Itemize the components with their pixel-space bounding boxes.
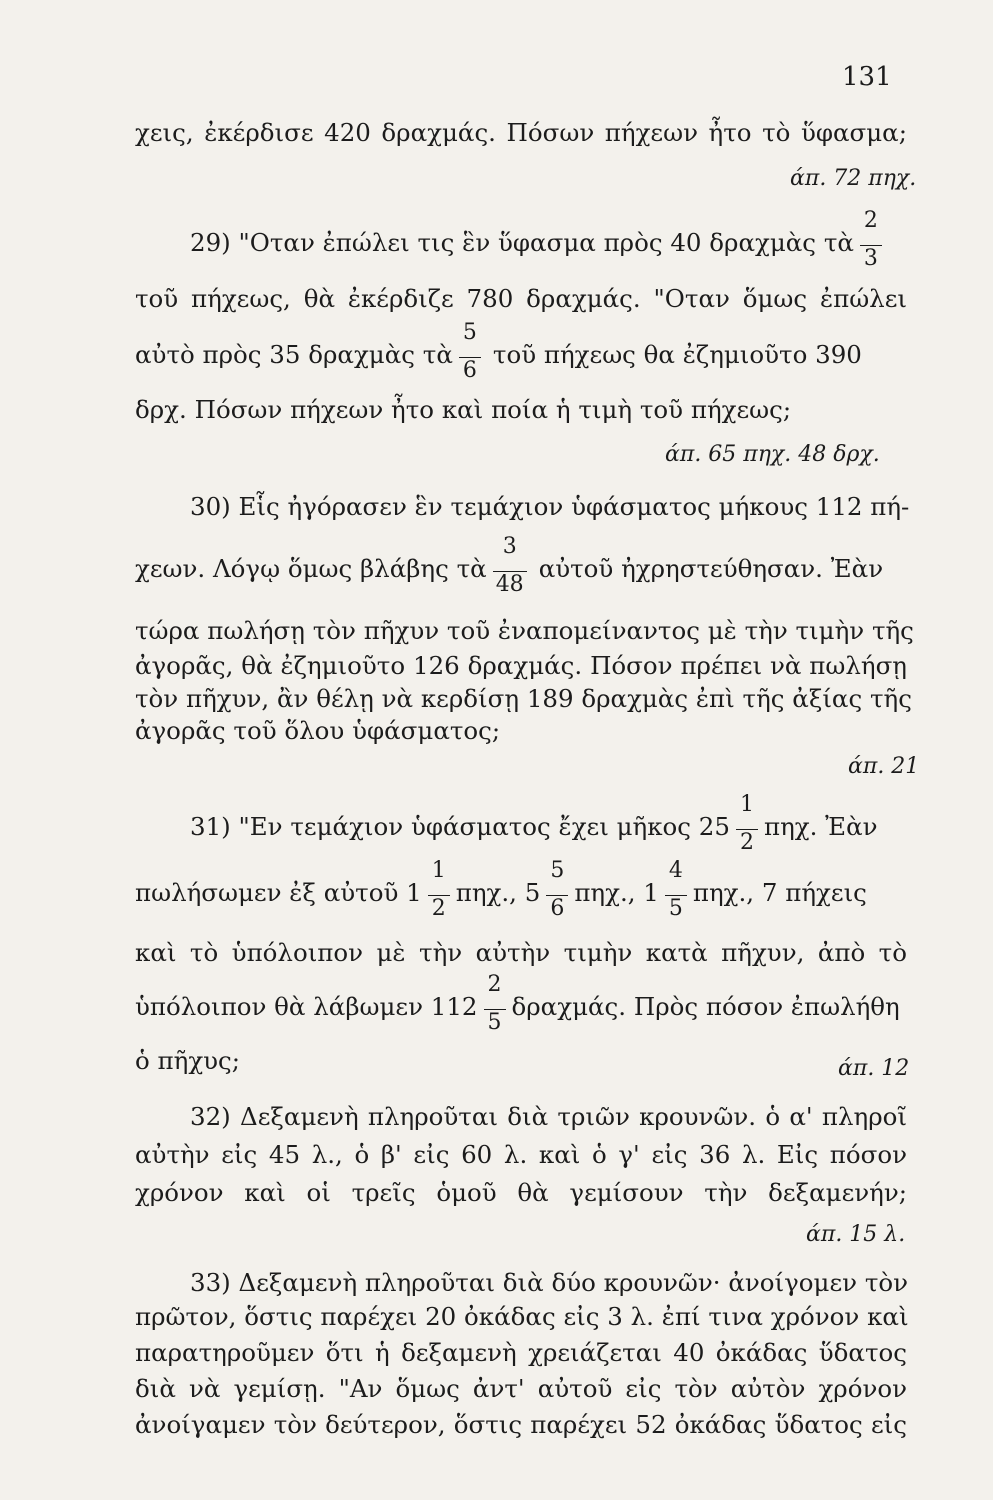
p33-line-2: πρῶτον, ὅστις παρέχει 20 ὀκάδας εἰς 3 λ. ἐπί τινα χρόνον καὶ	[135, 1302, 909, 1331]
fraction-numerator: 4	[668, 857, 683, 883]
p33-line-4: διὰ νὰ γεμίσῃ. "Αν ὅμως ἀντ' αὐτοῦ εἰς τὸν αὐτὸν χρόνον	[135, 1374, 907, 1403]
fraction	[546, 857, 568, 921]
p32-answer: άπ. 15 λ.	[806, 1222, 906, 1247]
fraction-numerator: 1	[431, 857, 446, 883]
fraction-denominator: 48	[495, 571, 524, 597]
p31-line-1-post: πηχ. Ἐὰν	[763, 812, 878, 841]
p28-line-1: χεις, ἐκέρδισε 420 δραχμάς. Πόσων πήχεων ἦτο τὸ ὕφασμα;	[135, 118, 907, 147]
p29-line-3	[135, 319, 907, 383]
p30-line-4: ἀγορᾶς, θὰ ἐζημιοῦτο 126 δραχμάς. Πόσον πρέπει νὰ πωλήσῃ	[135, 651, 907, 680]
p30-line-2-pre: χεων. Λόγῳ ὅμως βλάβης τὰ	[135, 554, 487, 583]
p29-answer: άπ. 65 πηχ. 48 δρχ.	[665, 442, 880, 467]
p32-line-2: αὐτὴν εἰς 45 λ., ὁ β' εἰς 60 λ. καὶ ὁ γ' εἰς 36 λ. Εἰς πόσον	[135, 1140, 907, 1169]
fraction	[459, 319, 481, 383]
p30-line-5: τὸν πῆχυν, ἂν θέλῃ νὰ κερδίσῃ 189 δραχμὰς ἐπὶ τῆς ἀξίας τῆς	[135, 684, 912, 713]
p31-line-2	[135, 857, 907, 921]
fraction-denominator: 2	[739, 829, 754, 855]
p31-line-1-pre: 31) "Εν τεμάχιον ὑφάσματος ἔχει μῆκος 25	[190, 812, 730, 841]
p31-line-5: ὁ πῆχυς;	[135, 1046, 241, 1075]
fraction-denominator: 5	[487, 1009, 502, 1035]
p31-line-2-d: πηχ., 7 πήχεις	[692, 878, 867, 907]
p29-line-4: δρχ. Πόσων πήχεων ἦτο καὶ ποία ἡ τιμὴ τοῦ πήχεως;	[135, 395, 792, 424]
p31-line-1	[190, 791, 907, 855]
p32-line-1: 32) Δεξαμενὴ πληροῦται διὰ τριῶν κρουνῶν. ὁ α' πληροῖ	[190, 1102, 907, 1131]
p29-line-3-pre: αὐτὸ πρὸς 35 δραχμὰς τὰ	[135, 340, 453, 369]
p31-line-2-b: πηχ., 5	[455, 878, 541, 907]
p30-line-6: ἀγορᾶς τοῦ ὅλου ὑφάσματος;	[135, 716, 501, 745]
p32-line-3: χρόνον καὶ οἱ τρεῖς ὁμοῦ θὰ γεμίσουν τὴν δεξαμενήν;	[135, 1178, 907, 1207]
fraction	[860, 207, 882, 271]
fraction-numerator: 2	[487, 971, 502, 997]
p30-line-1: 30) Εἷς ἠγόρασεν ἓν τεμάχιον ὑφάσματος μήκους 112 πή-	[190, 492, 910, 521]
p30-line-2	[135, 533, 907, 597]
fraction-denominator: 6	[550, 895, 565, 921]
p33-line-1: 33) Δεξαμενὴ πληροῦται διὰ δύο κρουνῶν· ἀνοίγομεν τὸν	[190, 1268, 909, 1297]
fraction-denominator: 5	[668, 895, 683, 921]
p31-line-2-c: πηχ., 1	[574, 878, 659, 907]
fraction-numerator: 1	[739, 791, 754, 817]
fraction	[493, 533, 527, 597]
page-number: 131	[842, 62, 892, 92]
p31-answer: άπ. 12	[838, 1056, 910, 1081]
fraction-numerator: 3	[502, 533, 517, 559]
p30-answer: άπ. 21	[848, 754, 920, 779]
fraction-denominator: 2	[431, 895, 446, 921]
p31-line-4-post: δραχμάς. Πρὸς πόσον ἐπωλήθη	[511, 992, 900, 1021]
p29-line-1	[190, 207, 907, 271]
p33-line-5: ἀνοίγαμεν τὸν δεύτερον, ὅστις παρέχει 52 ὀκάδας ὕδατος εἰς	[135, 1410, 907, 1439]
p30-line-2-post: αὐτοῦ ἠχρηστεύθησαν. Ἐὰν	[538, 554, 884, 583]
p33-line-3: παρατηροῦμεν ὅτι ἡ δεξαμενὴ χρειάζεται 40 ὀκάδας ὕδατος	[135, 1338, 907, 1367]
p31-line-2-a: πωλήσωμεν ἐξ αὐτοῦ 1	[135, 878, 422, 907]
p29-line-1-text: 29) "Οταν ἐπώλει τις ἓν ὕφασμα πρὸς 40 δραχμὰς τὰ	[190, 228, 854, 257]
p29-line-3-post: τοῦ πήχεως θα ἐζημιοῦτο 390	[492, 340, 862, 369]
p31-line-3: καὶ τὸ ὑπόλοιπον μὲ τὴν αὐτὴν τιμὴν κατὰ πῆχυν, ἀπὸ τὸ	[135, 938, 907, 967]
fraction-numerator: 2	[863, 207, 878, 233]
p28-answer: άπ. 72 πηχ.	[790, 166, 917, 191]
fraction-numerator: 5	[550, 857, 565, 883]
fraction	[665, 857, 687, 921]
fraction-denominator: 6	[462, 357, 477, 383]
p31-line-4	[135, 971, 907, 1035]
p31-line-4-pre: ὑπόλοιπον θὰ λάβωμεν 112	[135, 992, 478, 1021]
fraction	[484, 971, 506, 1035]
fraction	[736, 791, 758, 855]
fraction-numerator: 5	[462, 319, 477, 345]
p29-line-2: τοῦ πήχεως, θὰ ἐκέρδιζε 780 δραχμάς. "Οταν ὅμως ἐπώλει	[135, 284, 907, 313]
p30-line-3: τώρα πωλήσῃ τὸν πῆχυν τοῦ ἐναπομείναντος μὲ τὴν τιμὴν τῆς	[135, 616, 914, 645]
fraction	[428, 857, 450, 921]
fraction-denominator: 3	[863, 245, 878, 271]
